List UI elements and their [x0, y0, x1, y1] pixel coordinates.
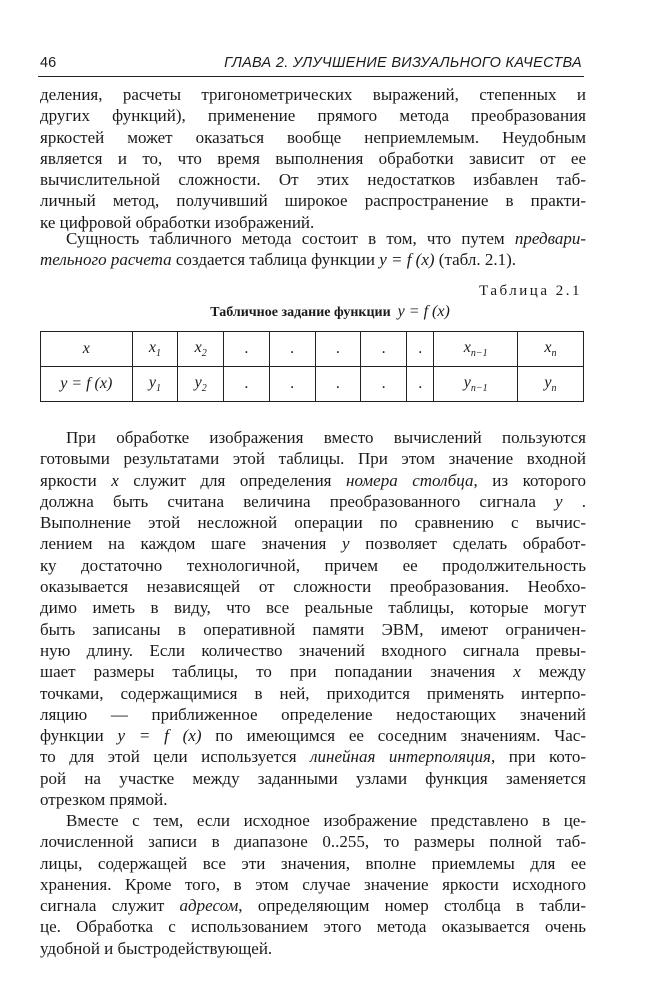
text-line: Сущность табличного метода состоит в том, что путем предвари-: [66, 229, 586, 248]
table-title: Табличное задание функции y = f (x): [210, 303, 450, 320]
text-line: шает размеры таблицы, то при попадании значения x между: [40, 662, 587, 682]
text-line: тельного расчета создается таблица функции y = f (x) (табл. 2.1).: [40, 250, 517, 270]
paragraph-4: [40, 810, 586, 959]
text-line: других функций), применение прямого метода преобразования: [40, 106, 586, 126]
text-line: Выполнение этой несложной операции по сравнению с вычис-: [40, 513, 586, 533]
text-line: является и то, что время выполнения обработки зависит от ее: [40, 148, 586, 168]
text-line: точками, содержащимися в ней, приходится применять интерпо-: [40, 683, 586, 703]
paragraph-1: [40, 84, 586, 233]
text-line: яркости x служит для определения номера столбца, из которого: [40, 470, 586, 490]
paragraph-2: [40, 228, 586, 271]
text-line: отрезком прямой.: [40, 790, 168, 810]
table-cell: $y_1$: [132, 367, 178, 402]
text-line: ляцию — приближенное определение недостающих значений: [40, 704, 586, 724]
text-line: димо иметь в виду, что все реальные таблицы, которые могут: [40, 598, 586, 618]
table-cell: .: [315, 367, 361, 402]
text-line: то для этой цели используется линейная интерполяция, при кото-: [40, 747, 587, 767]
text-line: хранения. Кроме того, в этом случае значение яркости исходного: [40, 874, 586, 894]
table-cell: .: [224, 332, 270, 367]
text-line: деления, расчеты тригонометрических выражений, степенных и: [40, 85, 586, 104]
table-cell: $x_1$: [132, 332, 178, 367]
table-cell: $x_{n-1}$: [434, 332, 517, 367]
table-cell: $y_n$: [517, 367, 583, 402]
text-line: оказывается независящей от сложности преобразования. Необхо-: [40, 577, 586, 597]
text-line: ку достаточно технологичной, причем ее продолжительность: [40, 555, 586, 575]
table-cell: $y_{n-1}$: [434, 367, 517, 402]
text-line: Вместе с тем, если исходное изображение представлено в це-: [66, 811, 586, 830]
text-line: сигнала служит адресом, определяющим номер столбца в табли-: [40, 896, 586, 916]
table-row: [41, 367, 584, 402]
table-cell: x: [41, 332, 133, 367]
page-header: [38, 54, 584, 77]
text-line: лением на каждом шаге значения y позволяет сделать обработ-: [40, 534, 587, 554]
text-line: яркостей может оказаться вообще неприемлемым. Неудобным: [40, 127, 586, 147]
table-cell: $y_2$: [178, 367, 224, 402]
page-number: 46: [40, 55, 57, 71]
table-cell: y = f (x): [41, 367, 133, 402]
table-cell: .: [269, 367, 315, 402]
text-line: рой на участке между заданными узлами функция заменяется: [40, 768, 586, 788]
text-line: лочисленной записи в диапазоне 0..255, то размеры полной таб-: [40, 832, 586, 852]
text-line: вычислительной сложности. От этих недостатков избавлен таб-: [40, 170, 586, 190]
table-row: [41, 332, 584, 367]
text-line: При обработке изображения вместо вычислений пользуются: [66, 428, 586, 447]
table-cell: .: [407, 367, 434, 402]
text-line: удобной и быстродействующей.: [40, 938, 273, 958]
table-cell: .: [269, 332, 315, 367]
function-table: [40, 331, 584, 402]
text-line: готовыми результатами этой таблицы. При этом значение входной: [40, 449, 586, 469]
paragraph-3: [40, 427, 586, 810]
table-cell: .: [407, 332, 434, 367]
table-cell: .: [315, 332, 361, 367]
table-cell: .: [361, 332, 407, 367]
text-line: ную длину. Если количество значений входного сигнала превы-: [40, 640, 586, 660]
text-line: ке цифровой обработки изображений.: [40, 212, 315, 232]
text-line: должна быть считана величина преобразованного сигнала y .: [40, 491, 587, 511]
text-line: функции y = f (x) по имеющимся ее соседним значениям. Час-: [40, 726, 587, 746]
text-line: быть записаны в оперативной памяти ЭВМ, имеют ограничен-: [40, 619, 586, 639]
text-line: лицы, содержащей все эти значения, вполне приемлемы для ее: [40, 853, 586, 873]
table-cell: $x_n$: [517, 332, 583, 367]
table-cell: .: [361, 367, 407, 402]
text-line: личный метод, получивший широкое распространение в практи-: [40, 191, 586, 211]
text-line: це. Обработка с использованием этого метода оказывается очень: [40, 917, 586, 937]
table-cell: $x_2$: [178, 332, 224, 367]
table-label: Таблица 2.1: [479, 283, 582, 299]
table-cell: .: [224, 367, 270, 402]
chapter-title: ГЛАВА 2. УЛУЧШЕНИЕ ВИЗУАЛЬНОГО КАЧЕСТВА: [224, 55, 582, 71]
